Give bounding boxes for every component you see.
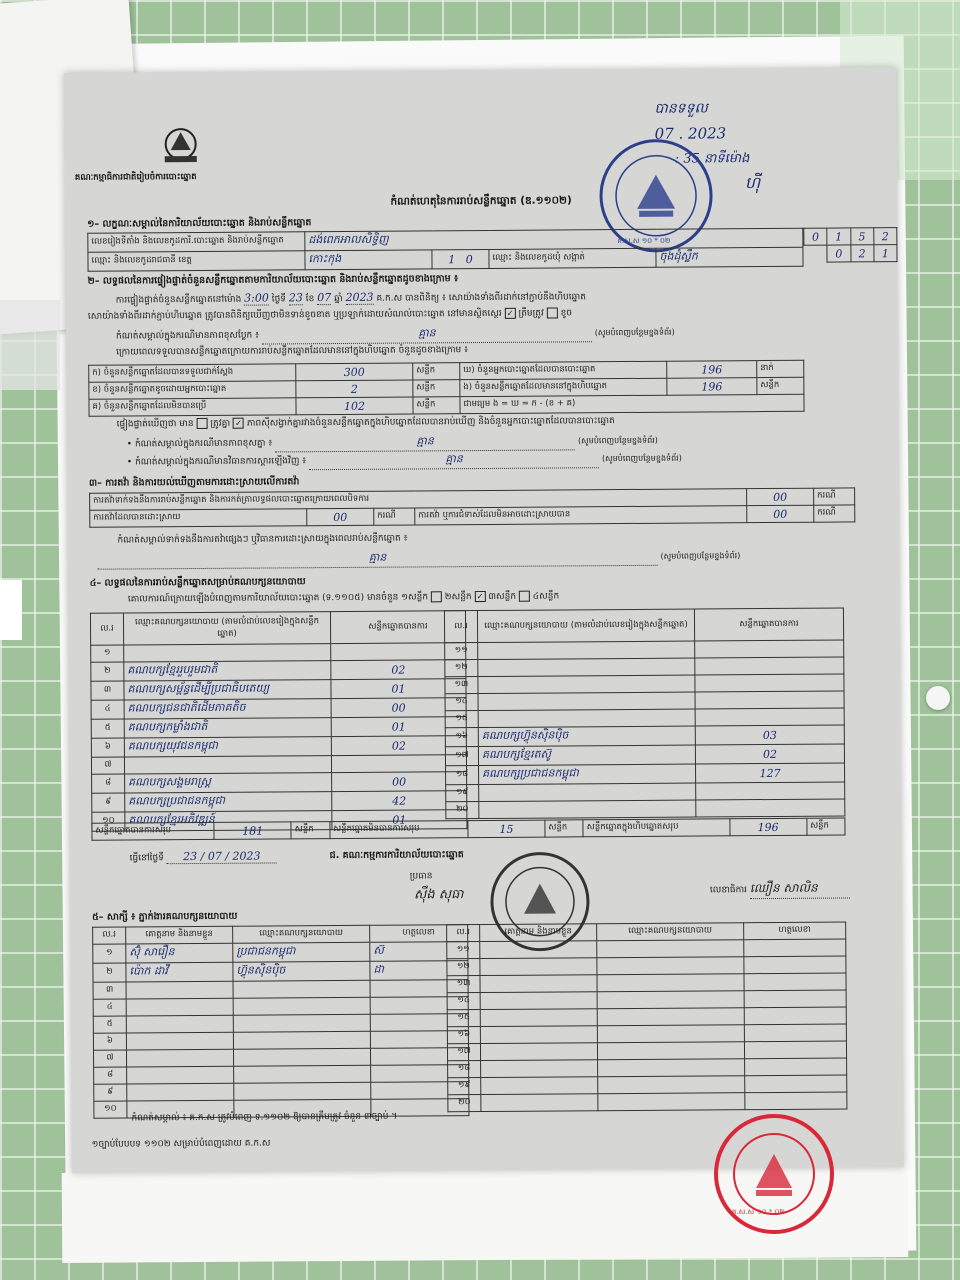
red-seal-number: គ.ស.ស ១០ * ០២ (732, 1208, 785, 1216)
table-row (91, 736, 466, 758)
unused-value: 102 (296, 397, 413, 415)
seal-number-top: គ.ស.ស ១០ * ០២ (617, 236, 671, 246)
empty-cell (744, 973, 846, 991)
note2: • កំណត់សម្គាល់ក្នុងករណីមានវិធានការស្តារឡើងវិញ ៖ គ្មាន (សូមបំពេញបន្ថែមខ្នងទំព័រ) (127, 449, 887, 471)
code-box: 5 (850, 228, 873, 245)
empty-cell (480, 1026, 597, 1044)
sheet-count-line: គោលការណ៍ក្រោយឡើងបំពេញតាមការិយាល័យបោះឆ្នោត (ទ.១១០៥) មានចំនួន ១សន្លឹក ២សន្លឹក ✓ ៣សន្លឹក ៤សន្លឹក (127, 591, 560, 605)
handwritten-received: បានទទួល (654, 100, 708, 117)
discrepancy-note: កំណត់សម្គាល់ក្នុងករណីមានភាពខុសប្លែក ៖ គ្មាន (សូមបំពេញបន្ថែមខ្នងទំព័រ) (116, 323, 876, 345)
background-card (0, 580, 22, 640)
verification-month: 07 (317, 291, 332, 305)
row-number: ២០ (448, 1095, 481, 1112)
handwritten-date: 07 . 2023 (654, 124, 727, 143)
form-document (64, 67, 904, 1173)
unit: ករណី (814, 505, 855, 522)
row-number: ៣ (91, 681, 124, 700)
witness-table-left (92, 924, 469, 1119)
witness-name (126, 981, 233, 999)
row-number: ៥ (93, 1016, 126, 1033)
row-number: ១២ (445, 660, 478, 677)
row-number: ១៧ (445, 747, 478, 766)
party-cell: គណបក្សប្រជាជនកម្ពុជា (125, 792, 332, 812)
verification-line: ការផ្ទៀងផ្ទាត់ចំនួនសន្លឹកឆ្នោតនៅម៉ោង 3:00 ថ្ងៃទី 23 ខែ 07 ឆ្នាំ 2023 គ.ក.ស បានពិនិត្យ ៖ សោយ៉ាងទាំងពីរដាក់នៅភ្ជាប់នឹងហិបឆ្នោត (115, 290, 586, 306)
spoiled-label: ខ) ចំនួនសន្លឹកឆ្នោតខូចដោយអ្នកបោះឆ្នោត (89, 381, 296, 399)
party-cell (478, 641, 695, 660)
witness-name (126, 998, 233, 1016)
section3-heading: ៣– ការតវ៉ា និងការយល់ឃើញតាមការដោះស្រាយលើការតវ៉ា (88, 476, 300, 489)
empty-cell (480, 992, 597, 1010)
party-cell: គណបក្សខ្មែរតស៊ូ (478, 745, 695, 766)
row-number: ១៥ (445, 711, 478, 728)
party-cell (124, 756, 331, 774)
handwritten-time: : 35 នាទីម៉ោង (674, 151, 750, 167)
empty-cell (481, 1060, 598, 1078)
row-number: ១៣ (445, 677, 478, 694)
code-box: 0 (804, 228, 827, 245)
col-no: ល.រ (444, 611, 477, 643)
received-label: ក) ចំនួនសន្លឹកឆ្នោតដែលបានទទួលជាក់ស្តែង (89, 364, 296, 382)
row-number: ១ (91, 645, 124, 662)
row-number: ៨ (92, 774, 125, 793)
witness-signature: ដា (370, 961, 468, 981)
table-row (91, 698, 466, 720)
sum-total-value: 196 (730, 818, 807, 836)
row-number: ១៨ (448, 1061, 481, 1078)
code-box: 1 (827, 228, 850, 245)
votes-cell: 01 (331, 679, 466, 699)
row-number: ១៤ (445, 694, 478, 711)
table-row (91, 679, 466, 701)
row-number: ២ (91, 662, 124, 681)
party-cell (479, 800, 696, 819)
empty-cell (598, 1093, 745, 1111)
witness-party (233, 1048, 370, 1066)
votes-cell (695, 640, 844, 658)
row-number: ១២ (447, 959, 480, 976)
party-cell (478, 658, 695, 677)
witness-name (126, 1015, 233, 1033)
chair-label: ប្រធាន (409, 871, 433, 882)
empty-cell (598, 1076, 745, 1094)
votes-cell: 01 (332, 810, 467, 830)
empty-cell (598, 1059, 745, 1077)
intact-checkbox: ✓ (505, 308, 516, 319)
in-box-label: ង) ចំនួនសន្លឹកឆ្នោតដែលមាននៅក្នុងហិបឆ្នោត (460, 378, 667, 396)
col-no: ល.រ (447, 925, 480, 942)
committee-name: គណៈកម្មាធិការជាតិរៀបចំការបោះឆ្នោត (74, 171, 197, 183)
witness-party (233, 997, 370, 1015)
row-number: ១៩ (448, 1078, 481, 1095)
table-row (446, 799, 845, 819)
verification-year: 2023 (345, 290, 374, 304)
votes-cell: 00 (331, 698, 466, 718)
commune-value: ចុងដុំស្លឹក (656, 247, 803, 267)
witness-party: ប្រជាជនកម្ពុជា (233, 942, 370, 962)
witness-name (127, 1066, 234, 1084)
party-cell (124, 644, 331, 662)
unit: សន្លឹក (757, 377, 804, 394)
empty-cell (744, 1041, 846, 1059)
party-cell: គណបក្សខ្មែររួបរួមជាតិ (124, 661, 331, 681)
empty-cell (597, 1042, 744, 1060)
background-bag (0, 300, 60, 390)
sum-valid-label: សន្លឹកឆ្នោតបានការសរុប (92, 822, 214, 840)
row-number: ៦ (91, 738, 124, 757)
ncec-committee-label: ជ. គណៈកម្មការការិយាល័យបោះឆ្នោត (329, 849, 464, 862)
col-sign: ហត្ថលេខា (744, 922, 846, 940)
row-number: ៤ (91, 700, 124, 719)
table-row (448, 1092, 847, 1112)
col-votes: សន្លឹកឆ្នោតបានការ (694, 608, 843, 641)
party-cell: គណបក្សយុវជនកម្ពុជា (124, 737, 331, 757)
empty-cell (480, 1043, 597, 1061)
table-row (92, 791, 467, 813)
col-party: ឈ្មោះគណបក្សនយោបាយ (តាមលំដាប់លេខរៀងក្នុងសន្លឹកឆ្នោត) (477, 609, 694, 643)
witness-name: ប៉ោក ដាវី (126, 962, 233, 982)
received-value: 300 (296, 363, 413, 381)
verification-day: 23 (288, 291, 303, 305)
ballot-count-table (88, 360, 804, 417)
empty-cell (744, 939, 846, 957)
row-number: ១៦ (447, 1027, 480, 1044)
empty-cell (744, 1024, 846, 1042)
witness-table-right (446, 921, 847, 1112)
row-number: ១០ (94, 1101, 127, 1118)
table-row (92, 772, 467, 794)
consistent-checkbox: ✓ (233, 418, 244, 429)
party-cell: គណបក្សជនជាតិដើមភាគតិច (124, 699, 331, 719)
party-cell: គណបក្សកម្លាំងជាតិ (124, 718, 331, 738)
section4-heading: ៤– លទ្ធផលនៃការរាប់សន្លឹកឆ្នោតសម្រាប់គណបក្សនយោបាយ (89, 576, 306, 589)
witness-name (127, 1083, 234, 1101)
empty-cell (481, 1094, 598, 1112)
col-name: គោត្តនាម និងនាមខ្លួន (480, 924, 597, 942)
province-value: កោះកុង (305, 250, 432, 270)
witness-party (234, 1065, 371, 1083)
voters-label: ឃ) ចំនួនអ្នកបោះឆ្នោតដែលបានបោះឆ្នោត (460, 361, 667, 379)
empty-cell (480, 941, 597, 959)
empty-cell (597, 974, 744, 992)
party-cell: គណបក្សខ្មែរអភិវឌ្ឍន៍ (125, 811, 332, 831)
complaints-value: 00 (747, 488, 814, 505)
note1: • កំណត់សម្គាល់ក្នុងករណីមានភាពខុសគ្នា ៖ គ្មាន (សូមបំពេញបន្ថែមខ្នងទំព័រ) (127, 431, 887, 453)
row-number: ១៦ (445, 728, 478, 747)
formula: ជាមធ្យម ង = ឃ = ក - (ខ + គ) (460, 394, 804, 413)
witness-party (233, 1014, 370, 1032)
chair-signature: ស៊ឹង សុធា (413, 887, 464, 903)
sum-invalid-value: 15 (468, 820, 545, 838)
col-party: ឈ្មោះគណបក្សនយោបាយ (597, 923, 744, 941)
unit: សន្លឹក (545, 820, 583, 837)
votes-cell: 127 (696, 763, 845, 783)
row-number: ១ (93, 944, 126, 963)
table-row (91, 717, 466, 739)
unit: សន្លឹក (413, 363, 460, 380)
unit: សន្លឹក (413, 397, 460, 414)
empty-cell (480, 958, 597, 976)
empty-cell (597, 957, 744, 975)
province-code: 1 0 (432, 249, 489, 268)
complaints-label: ការតវ៉ាទាក់ទងនឹងការរាប់សន្លឹកឆ្នោត និងការកត់ត្រាលទ្ធផលបោះឆ្នោតក្រោយពេលបិទការ (90, 489, 747, 511)
row-number: ២០ (446, 802, 479, 819)
table-row (93, 961, 468, 983)
table-row (91, 660, 466, 682)
row-number: ៣ (93, 982, 126, 999)
section2-heading: ២– លទ្ធផលនៃការផ្ទៀងផ្ទាត់ចំនួនសន្លឹកឆ្នោតតាមការិយាល័យបោះឆ្នោត និងរាប់សន្លឹកឆ្នោតដូចខាងក្រោម ៖ (87, 273, 459, 287)
party-cell (479, 783, 696, 802)
form-title: កំណត់ហេតុនៃការរាប់សន្លឹកឆ្នោត (ឌ.១១០២) (390, 194, 572, 208)
form-note: ១ច្បាប់បែបបទ ១១០២ សម្រាប់បំពេញដោយ គ.ក.ស (91, 1138, 271, 1150)
polling-station-value: ដង់ពេកអាលសិទ្ធិញ (305, 228, 803, 250)
inconsistent-checkbox (196, 418, 207, 429)
secretary-line: លេខាធិការ ឈឿន សាលិន (710, 879, 850, 899)
handwritten-signature: ហ៊ី (744, 173, 761, 193)
party-cell (478, 692, 695, 711)
row-number: ៤ (93, 999, 126, 1016)
col-party: ឈ្មោះគណបក្សនយោបាយ (233, 925, 370, 943)
row-number: ៦ (93, 1033, 126, 1050)
witness-party: ហ៊្វុនស៊ិនប៉ិច (233, 961, 370, 981)
empty-cell (745, 1075, 847, 1093)
code-box: 2 (874, 228, 897, 245)
row-number: ១៧ (447, 1044, 480, 1061)
empty-cell (745, 1092, 847, 1110)
row-number: ៧ (91, 757, 124, 774)
section5-heading: ៥– សាក្សី ៖ ភ្នាក់ងារគណបក្សនយោបាយ (92, 910, 238, 923)
witness-signature: ស៊ (370, 942, 468, 962)
code-boxes (803, 227, 897, 263)
commune-label: ឈ្មោះ និងលេខកូដឃុំ សង្កាត់ (489, 248, 656, 268)
section1-heading: ១– លក្ខណៈសម្គាល់នៃការិយាល័យបោះឆ្នោត និងរាប់សន្លឹកឆ្នោត (87, 217, 312, 230)
witness-party (233, 1031, 370, 1049)
code-box: 2 (850, 245, 873, 262)
date-line: ធ្វើនៅថ្ងៃទី 23 / 07 / 2023 (130, 849, 277, 865)
verification-time: 3:00 (244, 291, 269, 305)
empty-cell (745, 1058, 847, 1076)
col-name: គោត្តនាម និងនាមខ្លួន (126, 926, 233, 944)
votes-cell: 00 (332, 772, 467, 792)
complaints-table (89, 487, 855, 527)
col-no: ល.រ (90, 613, 123, 645)
party-cell: គណបក្សសម្ព័ន្ធដើម្បីប្រជាធិបតេយ្យ (124, 680, 331, 700)
party-cell: គណបក្សសង្គមរាស្ត្រ (125, 773, 332, 793)
votes-cell: 42 (332, 791, 467, 811)
col-votes: សន្លឹកឆ្នោតបានការ (330, 611, 465, 644)
seal-check-line: សោយ៉ាងទាំងពីរដាក់ភ្ជាប់ហិបឆ្នោត ត្រូវបានពិនិត្យឃើញថាមិនទាន់ខូចខាត ឬប្រឡាក់ដោយសំណល់បោះឆ្នោត នៅមានស្ថិតស្ថេរ ✓ ត្រឹមត្រូវ ខូច (87, 308, 573, 322)
unit: នាក់ (757, 360, 804, 377)
empty-cell (597, 1008, 744, 1026)
resolved-label: ការតវ៉ាដែលបានដោះស្រាយ (90, 509, 307, 528)
col-sign: ហត្ថលេខា (370, 925, 468, 943)
results-table-left (90, 610, 468, 832)
empty-cell (744, 990, 846, 1008)
empty-cell (480, 975, 597, 993)
unit: សន្លឹក (291, 822, 329, 839)
table-row (93, 942, 468, 964)
sum-total-label: សន្លឹកឆ្នោតក្នុងហិបឆ្នោតសរុប (583, 819, 729, 837)
ncec-emblem-icon (157, 124, 205, 166)
empty-cell (597, 991, 744, 1009)
unit: ករណី (814, 488, 855, 505)
unit: សន្លឹក (807, 818, 846, 835)
resolved-value: 00 (307, 508, 374, 525)
unit: ករណី (374, 508, 415, 525)
row-number: ១១ (447, 942, 480, 959)
province-label: ឈ្មោះ និងលេខកូដរាជធានី ខេត្ត (88, 251, 305, 272)
votes-cell (695, 691, 844, 709)
empty-cell (597, 940, 744, 958)
row-number: ១៤ (447, 993, 480, 1010)
polling-station-label: លេខរៀងទីតាំង និងលេខកូដការិ.បោះឆ្នោត និងរាប់សន្លឹកឆ្នោត (88, 232, 305, 253)
row-number: ១១ (445, 643, 478, 660)
unit: សន្លឹក (413, 380, 460, 397)
ballot-count-intro: ក្រោយពេលទទួលបានសន្លឹកឆ្នោតក្រោយការរាប់សន្លឹកឆ្នោតដែលមាននៅក្នុងហិបឆ្នោត ចំនួនដូចខាងក្រោម ៖ (116, 345, 469, 358)
row-number: ៩ (94, 1084, 127, 1101)
empty-cell (597, 1025, 744, 1043)
witness-name: ស៊ុំ សារឿន (126, 943, 233, 963)
sum-invalid-label: សន្លឹកឆ្នោតមិនបានការសរុប (330, 821, 468, 839)
votes-cell: 01 (331, 717, 466, 737)
results-summary (91, 817, 845, 840)
pushpin (926, 686, 950, 710)
votes-cell (695, 657, 844, 675)
votes-cell (695, 708, 844, 726)
votes-cell (696, 799, 845, 817)
complaints-note: កំណត់សម្គាល់ទាក់ទងនឹងការតវ៉ាផ្សេងៗ ឬវិធានការដោះស្រាយក្នុងពេលរាប់សន្លឹកឆ្នោត ៖ (117, 533, 408, 546)
code-box: 0 (827, 245, 850, 262)
row-number: ២ (93, 963, 126, 982)
witness-party (233, 980, 370, 998)
row-number: ៧ (93, 1050, 126, 1067)
votes-cell: 02 (695, 744, 844, 764)
sum-valid-value: 181 (214, 822, 291, 840)
party-cell (478, 709, 695, 728)
empty-cell (744, 956, 846, 974)
consistency-line: ផ្ទៀងផ្ទាត់ឃើញថា មាន ត្រូវគ្នា ✓ ភាពស៊ីសង្វាក់គ្នារវាងចំនួនសន្លឹកឆ្នោតក្នុងហិបឆ្នោតដែលបានរាប់ឃើញ និងចំនួនអ្នកបោះឆ្នោតដែលបានបោះឆ្នោត (116, 416, 615, 430)
row-number: ១០ (92, 812, 125, 831)
unused-label: គ) ចំនួនសន្លឹកឆ្នោតដែលមិនបានប្រើ (89, 398, 296, 416)
row-number: ៨ (94, 1067, 127, 1084)
row-number: ១៥ (447, 1010, 480, 1027)
complaints-note-line: គ្មាន (សូមបំពេញបន្ថែមខ្នងទំព័រ) (98, 547, 888, 570)
party-cell: គណបក្សហ៊្វុនស៊ិនប៉ិច (478, 726, 695, 747)
votes-cell (696, 782, 845, 800)
votes-cell: 02 (331, 660, 466, 680)
row-number: ១៨ (446, 766, 479, 785)
witness-party (234, 1082, 371, 1100)
code-box: 1 (874, 245, 897, 262)
voters-value: 196 (667, 361, 757, 379)
broken-checkbox (547, 307, 558, 318)
row-number: ៥ (91, 719, 124, 738)
in-box-value: 196 (667, 378, 757, 396)
unresolved-value: 00 (747, 505, 814, 522)
empty-cell (481, 1077, 598, 1095)
votes-cell: 02 (331, 736, 466, 756)
row-number: ១៣ (447, 976, 480, 993)
party-cell (478, 675, 695, 694)
spoiled-value: 2 (296, 380, 413, 398)
footnote: កំណត់សម្គាល់ ៖ គ.ក.ស ត្រូវបំពេញ ទ.១១០២ ឱ្យបានត្រឹមត្រូវ ចំនួន ៣ច្បាប់ ។ (131, 1111, 398, 1124)
col-no: ល.រ (93, 927, 126, 944)
witness-name (126, 1032, 233, 1050)
results-table-right (444, 607, 845, 819)
col-party: ឈ្មោះគណបក្សនយោបាយ (តាមលំដាប់លេខរៀងក្នុងសន្លឹកឆ្នោត) (123, 612, 330, 645)
witness-name (126, 1049, 233, 1067)
party-cell: គណបក្សប្រជាជនកម្ពុជា (479, 764, 696, 785)
votes-cell: 03 (695, 725, 844, 745)
votes-cell (695, 674, 844, 692)
row-number: ៩ (92, 793, 125, 812)
empty-cell (480, 1009, 597, 1027)
unresolved-label: ការតវ៉ា ឬការជំទាស់ដែលមិនអាចដោះស្រាយបាន (415, 506, 747, 525)
row-number: ១៩ (446, 785, 479, 802)
section1-table (87, 228, 803, 272)
empty-cell (744, 1007, 846, 1025)
